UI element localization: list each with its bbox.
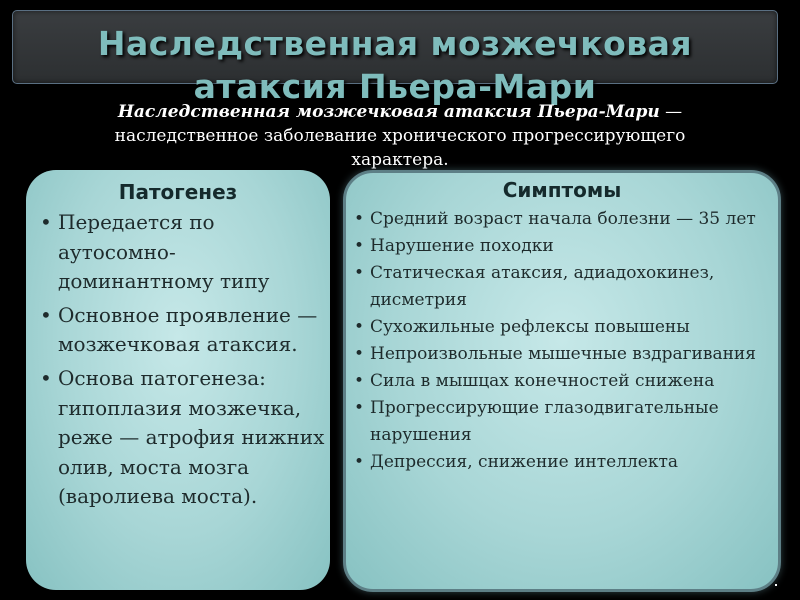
bullet-icon: • [354,263,365,283]
intro-text [20,100,780,172]
pathogenesis-list [40,208,326,516]
bullet-icon: • [354,344,365,364]
symptoms-heading: Симптомы [502,178,622,202]
bullet-icon: • [40,302,52,327]
list-item: • Передается по аутосомно-доминантному типу [40,210,270,294]
list-item: • Основное проявление — мозжечковая атаксия. [40,302,318,357]
corner-dot [775,584,777,586]
list-item: • Нарушение походки [354,233,774,260]
intro-line-3: характера. [351,150,449,170]
pathogenesis-heading: Патогенез [118,180,238,204]
bullet-icon: • [40,365,52,390]
slide-title-line-2: атаксия Пьера-Мари [193,67,597,106]
pathogenesis-panel [26,170,330,590]
symptoms-list [354,206,774,476]
slide-title-line-1: Наследственная мозжечковая [97,24,693,63]
list-item: • Основа патогенеза: гипоплазия мозжечка, реже — атрофия нижних олив, моста мозга (варолиева моста). [40,365,325,509]
title-box [12,10,778,106]
list-item: • Непроизвольные мышечные вздрагивания [354,341,774,368]
bullet-icon: • [354,452,365,472]
bullet-icon: • [354,236,365,256]
intro-line-2: наследственное заболевание хронического прогрессирующего [114,126,686,146]
list-item: • Средний возраст начала болезни — 35 лет [354,206,774,233]
bullet-icon: • [354,398,365,418]
list-item: • Статическая атаксия, адиадохокинез, дисметрия [354,260,774,314]
list-item: • Прогрессирующие глазодвигательные нарушения [354,395,774,449]
bullet-icon: • [40,210,52,234]
list-item: • Сухожильные рефлексы повышены [354,314,774,341]
intro-dash: — [659,102,683,122]
bullet-icon: • [354,371,365,391]
bullet-icon: • [354,317,365,337]
intro-term: Наследственная мозжечковая атаксия Пьера-Мари [117,102,660,122]
symptoms-panel [343,170,781,592]
list-item: • Сила в мышцах конечностей снижена [354,368,774,395]
list-item: • Депрессия, снижение интеллекта [354,449,774,476]
bullet-icon: • [354,209,365,229]
